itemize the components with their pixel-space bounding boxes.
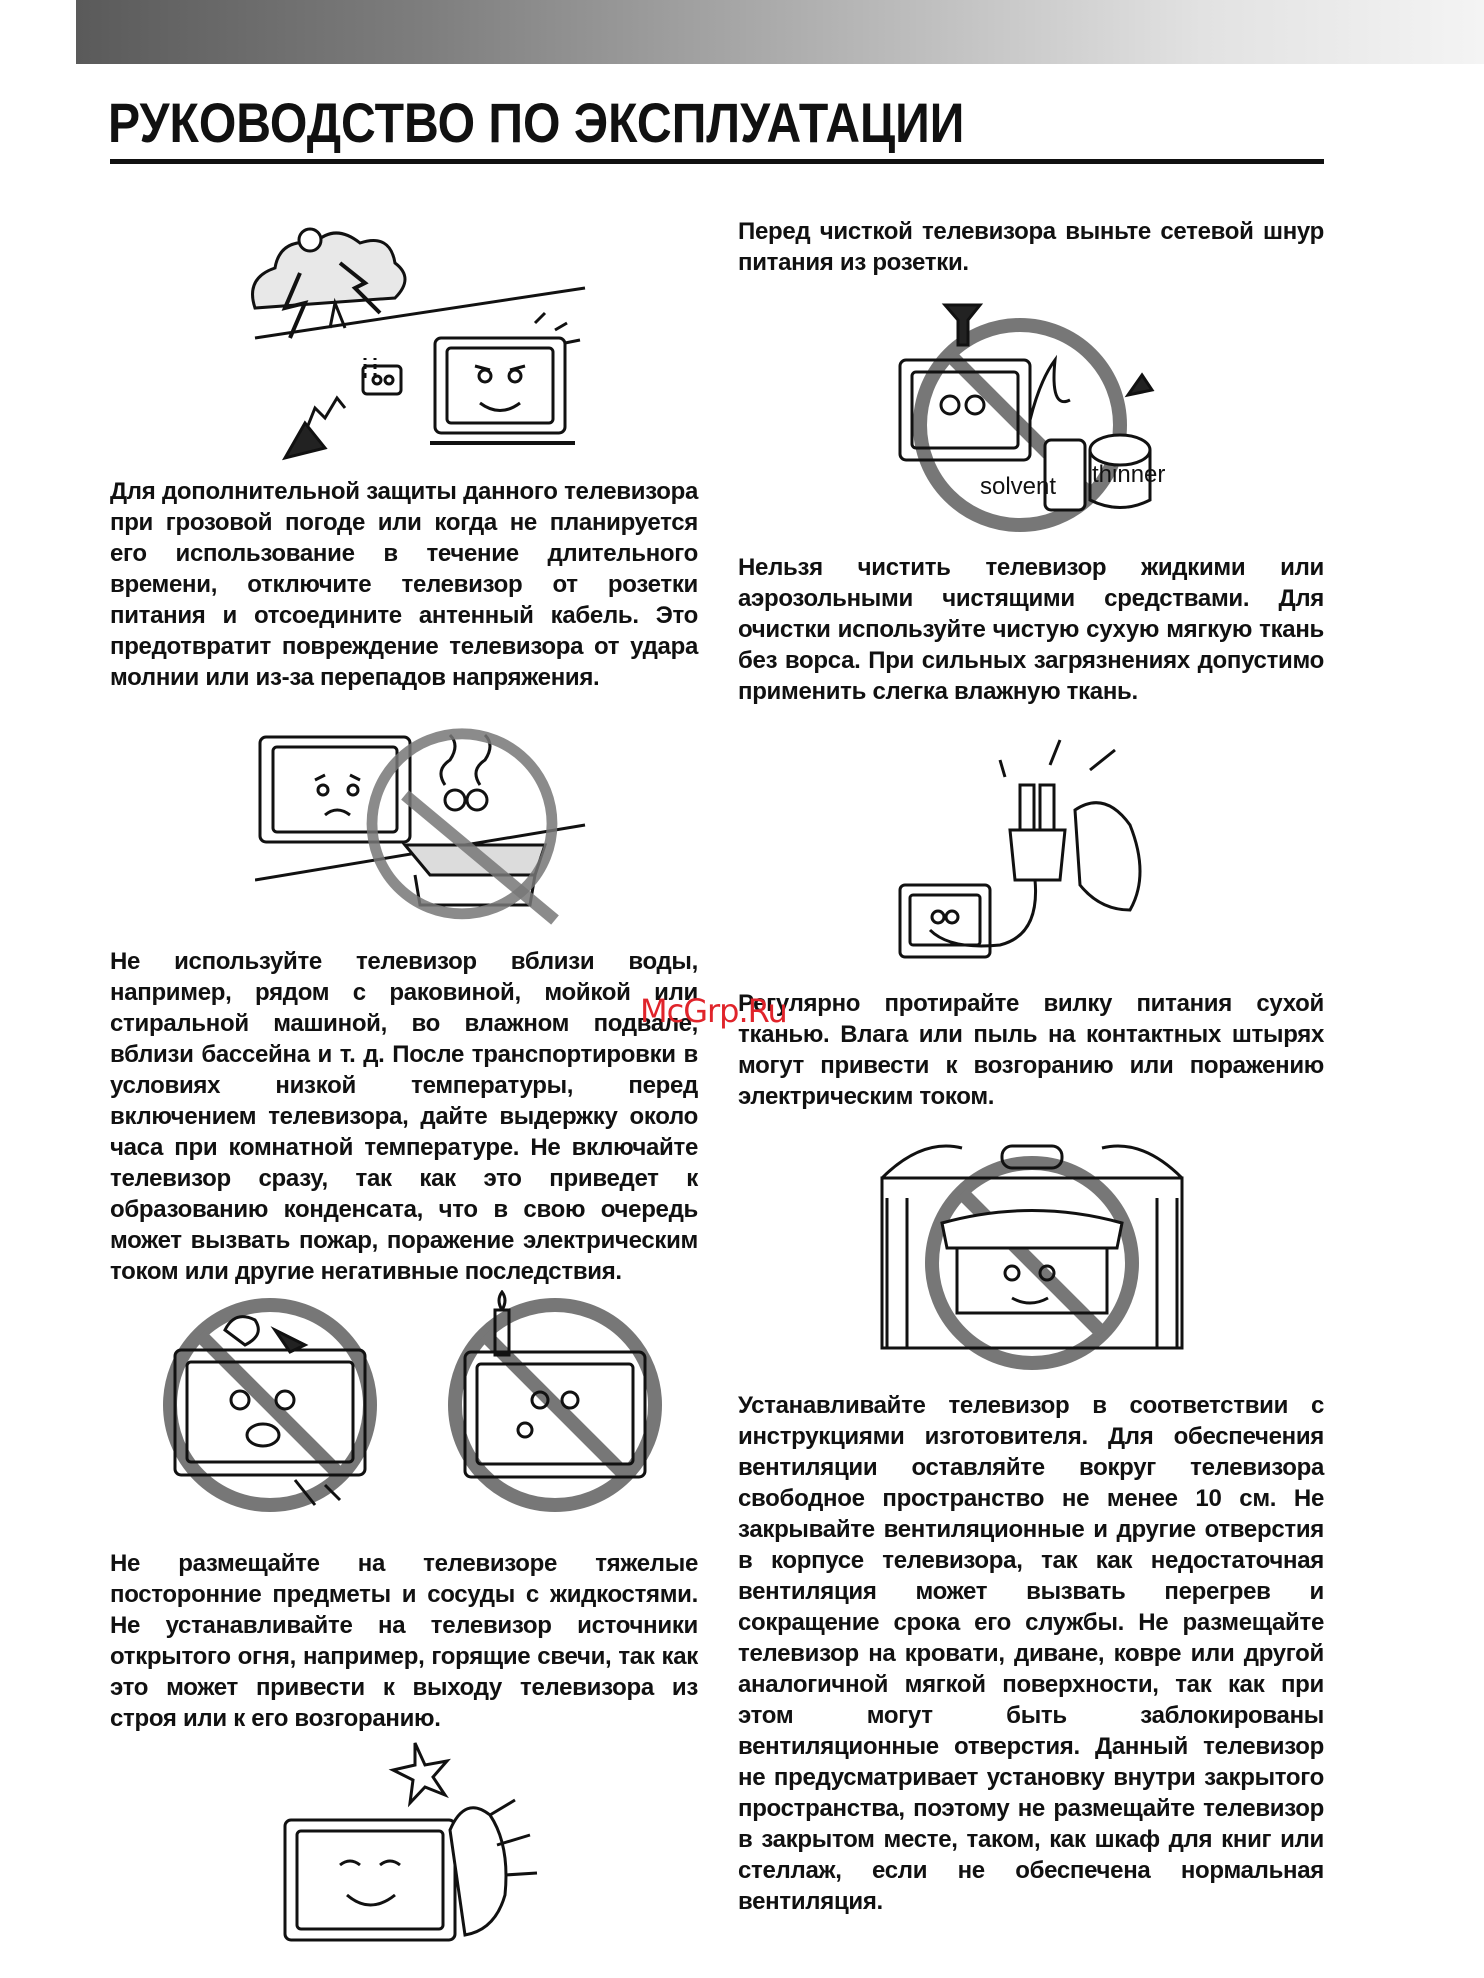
tv-near-water-illustration <box>255 725 595 940</box>
no-solvent-illustration <box>880 300 1180 535</box>
header-gradient-bar <box>76 0 1484 64</box>
paragraph-storm-protection: Для дополнительной защиты данного телевизора при грозовой погоде или когда не планируется его использование в течение длительного времени, отключите телевизор от розетки питания и отсоедините антенный кабель. Это предотвратит повреждение телевизора от удара молнии или из-за перепадов напряжения. <box>110 478 698 691</box>
open-flame-prohibited-illustration <box>430 1290 680 1515</box>
solvent-label: solvent <box>980 473 1057 500</box>
paragraph-heavy-objects-flame: Не размещайте на телевизоре тяжелые посторонние предметы и сосуды с жидкостями. Не устанавливайте на телевизор источники открытого огня, например, горящие свечи, так как это может привести к выходу телевизора из строя или к его возгоранию. <box>110 1550 698 1732</box>
page-title: РУКОВОДСТВО ПО ЭКСПЛУАТАЦИИ <box>108 91 965 154</box>
ventilation-blocked-illustration <box>862 1138 1202 1373</box>
paragraph-unplug-before-cleaning: Перед чисткой телевизора выньте сетевой шнур питания из розетки. <box>738 218 1324 276</box>
paragraph-no-liquid-cleaners: Нельзя чистить телевизор жидкими или аэрозольными чистящими средствами. Для очистки используйте чистую сухую мягкую ткань без ворса. При сильных загрязнениях допустимо применить слегка влажную ткань. <box>738 554 1324 705</box>
watermark: McGrp.Ru <box>640 992 787 1030</box>
paragraph-wipe-plug: Регулярно протирайте вилку питания сухой тканью. Влага или пыль на контактных штырях могут привести к возгоранию или поражению электрическим током. <box>738 990 1324 1110</box>
lightning-storm-illustration <box>245 218 605 466</box>
paragraph-ventilation: Устанавливайте телевизор в соответствии с инструкциями изготовителя. Для обеспечения вентиляции оставляйте вокруг телевизора свободное пространство не менее 10 см. Не закрывайте вентиляционные и другие отверстия в корпусе телевизора, так как недостаточная вентиляция может вызвать перегрев и сокращение срока его службы. Не размещайте телевизор на кровати, диване, ковре или другой аналогичной мягкой поверхности, так как при этом могут быть заблокированы вентиляционные отверстия. Данный телевизор не предусматривает установку внутри закрытого пространства, поэтому не размещайте телевизор в закрытом месте, таком, как шкаф для книг или стеллаж, если не обеспечена нормальная вентиляция. <box>738 1392 1324 1915</box>
title-underline <box>110 159 1324 164</box>
wipe-power-plug-illustration <box>890 735 1180 967</box>
tv-dry-cloth-illustration <box>275 1735 585 1955</box>
heavy-objects-prohibited-illustration <box>145 1290 395 1515</box>
paragraph-water-humidity: Не используйте телевизор вблизи воды, например, рядом с раковиной, мойкой или стиральной машиной, во влажном подвале, вблизи бассейна и т. д. После транспортировки в условиях низкой температуры, перед включением телевизора, дайте выдержку около часа при комнатной температуре. Не включайте телевизор сразу, так как это приведет к образованию конденсата, что в свою очередь может вызвать пожар, поражение электрическим током или другие негативные последствия. <box>110 948 698 1285</box>
thinner-label: thinner <box>1092 461 1166 488</box>
